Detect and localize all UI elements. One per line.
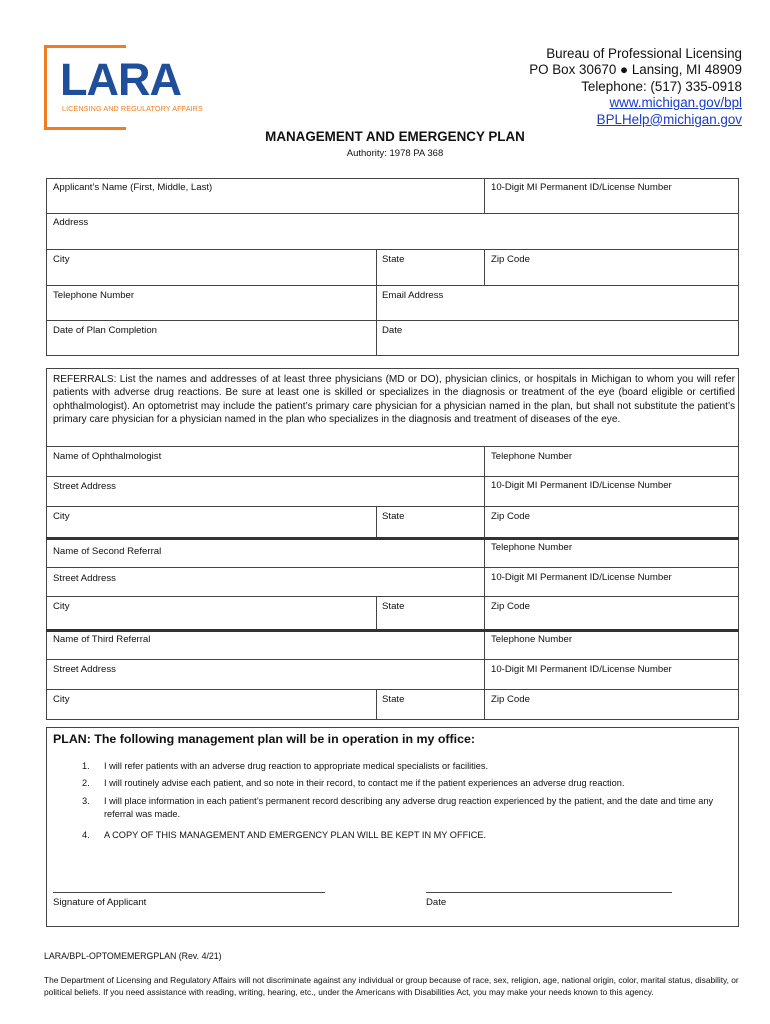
- plan-completion-date-field[interactable]: Date of Plan Completion: [53, 325, 157, 336]
- plan-item-number: 4.: [82, 830, 90, 840]
- signature-label: Signature of Applicant: [53, 897, 147, 908]
- second-referral-license-field[interactable]: 10-Digit MI Permanent ID/License Number: [491, 572, 672, 583]
- divider: [484, 178, 485, 213]
- applicant-city-field[interactable]: City: [53, 254, 70, 265]
- third-referral-name-field[interactable]: Name of Third Referral: [53, 634, 151, 645]
- divider: [376, 249, 377, 356]
- applicant-name-field[interactable]: Applicant’s Name (First, Middle, Last): [53, 182, 213, 193]
- third-referral-zip-field[interactable]: Zip Code: [491, 694, 530, 705]
- third-referral-license-field[interactable]: 10-Digit MI Permanent ID/License Number: [491, 664, 672, 675]
- form-identifier: LARA/BPL-OPTOMEMERGPLAN (Rev. 4/21): [44, 951, 222, 961]
- signature-date-line[interactable]: [426, 892, 672, 893]
- divider: [484, 540, 485, 629]
- section-divider: [46, 537, 739, 540]
- divider: [46, 249, 739, 250]
- second-referral-phone-field[interactable]: Telephone Number: [491, 542, 573, 553]
- agency-address: PO Box 30670 ● Lansing, MI 48909: [529, 62, 742, 78]
- nondiscrimination-notice: The Department of Licensing and Regulatory Affairs will not discriminate against any individual or group because of race, sex, religion, age, national origin, color, marital status, disability, or political beliefs. If you need assistance with reading, writing, hearing, etc., under the Americans with Disabilities Act, you may make your needs known to this agency.: [44, 975, 739, 997]
- form-authority: Authority: 1978 PA 368: [346, 148, 444, 159]
- second-referral-city-field[interactable]: City: [53, 601, 70, 612]
- plan-item-number: 2.: [82, 778, 90, 788]
- lara-logo-wordmark: LARA: [60, 54, 181, 105]
- agency-telephone: Telephone: (517) 335-0918: [581, 78, 742, 94]
- divider: [376, 596, 377, 629]
- form-title: MANAGEMENT AND EMERGENCY PLAN: [265, 129, 525, 144]
- plan-item-number: 1.: [82, 761, 90, 771]
- divider: [484, 446, 485, 537]
- third-referral-state-field[interactable]: State: [382, 694, 405, 705]
- ophthalmologist-city-field[interactable]: City: [53, 511, 70, 522]
- signature-date-label: Date: [426, 897, 447, 908]
- ophthalmologist-phone-field[interactable]: Telephone Number: [491, 451, 573, 462]
- divider: [376, 506, 377, 537]
- divider: [484, 632, 485, 720]
- plan-item-number: 3.: [82, 796, 90, 806]
- divider: [46, 446, 739, 447]
- third-referral-street-field[interactable]: Street Address: [53, 664, 116, 675]
- agency-email-link[interactable]: BPLHelp@michigan.gov: [596, 111, 742, 127]
- plan-section: [46, 727, 739, 927]
- plan-item: I will routinely advise each patient, and so note in their record, to contact me if the patient experiences an adverse drug reaction.: [104, 778, 625, 788]
- plan-item: I will refer patients with an adverse drug reaction to appropriate medical specialists or facilities.: [104, 761, 489, 771]
- agency-name: Bureau of Professional Licensing: [546, 46, 742, 61]
- agency-website-link[interactable]: www.michigan.gov/bpl: [609, 95, 742, 111]
- applicant-zip-field[interactable]: Zip Code: [491, 254, 530, 265]
- second-referral-state-field[interactable]: State: [382, 601, 405, 612]
- second-referral-street-field[interactable]: Street Address: [53, 573, 116, 584]
- divider: [46, 567, 739, 568]
- plan-item: I will place information in each patient’s permanent record describing any adverse drug reaction experienced by the patient, and the date and time any referral was made.: [104, 796, 714, 819]
- referrals-instructions: REFERRALS: List the names and addresses of at least three physicians (MD or DO), physician clinics, or hospitals in Michigan to whom you will refer patients with adverse drug reactions. Be sure at least one is skilled or specializes in the diagnosis or treatment of the eye (board eligible or certified ophthalmologist). An optometrist may include the patient’s primary care physician for a physician named in the plan, but shall not substitute the patient’s primary care physician for a physician named in the plan who specializes in the diagnosis and treatment of diseases of the eye.: [53, 374, 735, 426]
- third-referral-city-field[interactable]: City: [53, 694, 70, 705]
- applicant-address-field[interactable]: Address: [53, 217, 89, 228]
- divider: [484, 249, 485, 285]
- third-referral-phone-field[interactable]: Telephone Number: [491, 634, 573, 645]
- second-referral-name-field[interactable]: Name of Second Referral: [53, 546, 162, 557]
- divider: [46, 659, 739, 660]
- divider: [46, 213, 739, 214]
- ophthalmologist-name-field[interactable]: Name of Ophthalmologist: [53, 451, 162, 462]
- divider: [46, 689, 739, 690]
- applicant-state-field[interactable]: State: [382, 254, 405, 265]
- plan-item: A COPY OF THIS MANAGEMENT AND EMERGENCY PLAN WILL BE KEPT IN MY OFFICE.: [104, 830, 487, 840]
- ophthalmologist-state-field[interactable]: State: [382, 511, 405, 522]
- ophthalmologist-license-field[interactable]: 10-Digit MI Permanent ID/License Number: [491, 480, 672, 491]
- second-referral-zip-field[interactable]: Zip Code: [491, 601, 530, 612]
- lara-logo-tagline: LICENSING AND REGULATORY AFFAIRS: [62, 104, 203, 113]
- divider: [46, 320, 739, 321]
- section-divider: [46, 629, 739, 632]
- plan-heading: PLAN: The following management plan will be in operation in my office:: [53, 732, 475, 746]
- divider: [46, 285, 739, 286]
- ophthalmologist-street-field[interactable]: Street Address: [53, 481, 116, 492]
- applicant-phone-field[interactable]: Telephone Number: [53, 290, 135, 301]
- signature-line[interactable]: [53, 892, 325, 893]
- ophthalmologist-zip-field[interactable]: Zip Code: [491, 511, 530, 522]
- divider: [46, 596, 739, 597]
- divider: [46, 506, 739, 507]
- agency-contact-block: [529, 46, 742, 128]
- applicant-license-field[interactable]: 10-Digit MI Permanent ID/License Number: [491, 182, 672, 193]
- divider: [376, 689, 377, 720]
- applicant-date-field[interactable]: Date: [382, 325, 403, 336]
- applicant-email-field[interactable]: Email Address: [382, 290, 444, 301]
- divider: [46, 476, 739, 477]
